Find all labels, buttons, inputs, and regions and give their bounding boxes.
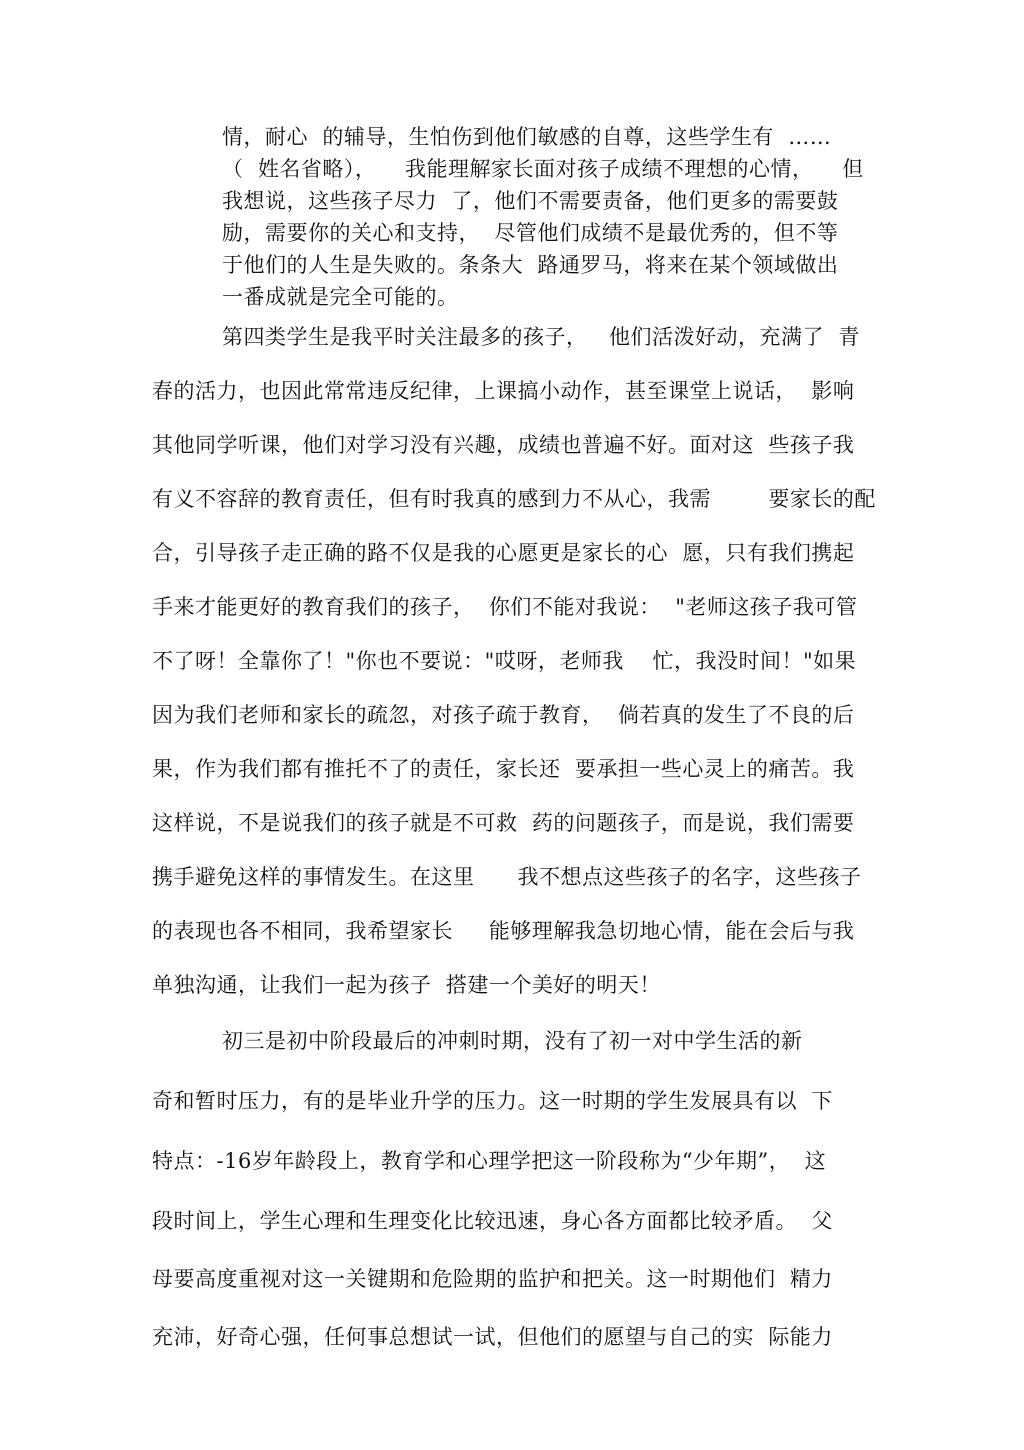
text-line: 春的活力，也因此常常违反纪律，上课搞小动作，甚至课堂上说话， 影响 <box>152 379 855 403</box>
text-line: 合，引导孩子走正确的路不仅是我的心愿更是家长的心 愿，只有我们携起 <box>152 541 855 565</box>
text-line: 一番成就是完全可能的。 <box>222 285 459 309</box>
text-line: 的表现也各不相同，我希望家长 能够理解我急切地心情，能在会后与我 <box>152 919 855 943</box>
text-line: 充沛，好奇心强，任何事总想试一试，但他们的愿望与自己的实 际能力 <box>152 1325 833 1349</box>
text-line: 于他们的人生是失败的。条条大 路通罗马，将来在某个领域做出 <box>222 253 839 277</box>
text-line: 单独沟通，让我们一起为孩子 搭建一个美好的明天！ <box>152 973 661 997</box>
text-line: （ 姓名省略）， 我能理解家长面对孩子成绩不理想的心情， 但 <box>222 157 864 181</box>
text-line: 情，耐心 的辅导，生怕伤到他们敏感的自尊，这些学生有 …… <box>222 125 832 149</box>
text-line: 这样说，不是说我们的孩子就是不可救 药的问题孩子，而是说，我们需要 <box>152 811 855 835</box>
text-line: 不了呀！全靠你了！"你也不要说："哎呀，老师我 忙，我没时间！"如果 <box>152 649 857 673</box>
text-line: 果，作为我们都有推托不了的责任，家长还 要承担一些心灵上的痛苦。我 <box>152 757 855 781</box>
text-line: 携手避免这样的事情发生。在这里 我不想点这些孩子的名字，这些孩子 <box>152 865 862 889</box>
text-line: 初三是初中阶段最后的冲刺时期，没有了初一对中学生活的新 <box>222 1029 803 1053</box>
text-line: 第四类学生是我平时关注最多的孩子， 他们活泼好动，充满了 青 <box>222 325 860 349</box>
text-line: 因为我们老师和家长的疏忽，对孩子疏于教育， 倘若真的发生了不良的后 <box>152 703 855 727</box>
text-line: 其他同学听课，他们对学习没有兴趣，成绩也普遍不好。面对这 些孩子我 <box>152 433 855 457</box>
text-line: 特点：-16岁年龄段上，教育学和心理学把这一阶段称为“少年期”， 这 <box>152 1149 827 1173</box>
text-line: 励，需要你的关心和支持， 尽管他们成绩不是最优秀的，但不等 <box>222 221 839 245</box>
text-line: 母要高度重视对这一关键期和危险期的监护和把关。这一时期他们 精力 <box>152 1267 833 1291</box>
text-line: 奇和暂时压力，有的是毕业升学的压力。这一时期的学生发展具有以 下 <box>152 1089 833 1113</box>
text-line: 有义不容辞的教育责任，但有时我真的感到力不从心，我需 要家长的配 <box>152 487 876 511</box>
text-line: 段时间上，学生心理和生理变化比较迅速，身心各方面都比较矛盾。 父 <box>152 1209 833 1233</box>
text-line: 手来才能更好的教育我们的孩子， 你们不能对我说： "老师这孩子我可管 <box>152 595 858 619</box>
text-line: 我想说，这些孩子尽力 了，他们不需要责备，他们更多的需要鼓 <box>222 189 839 213</box>
